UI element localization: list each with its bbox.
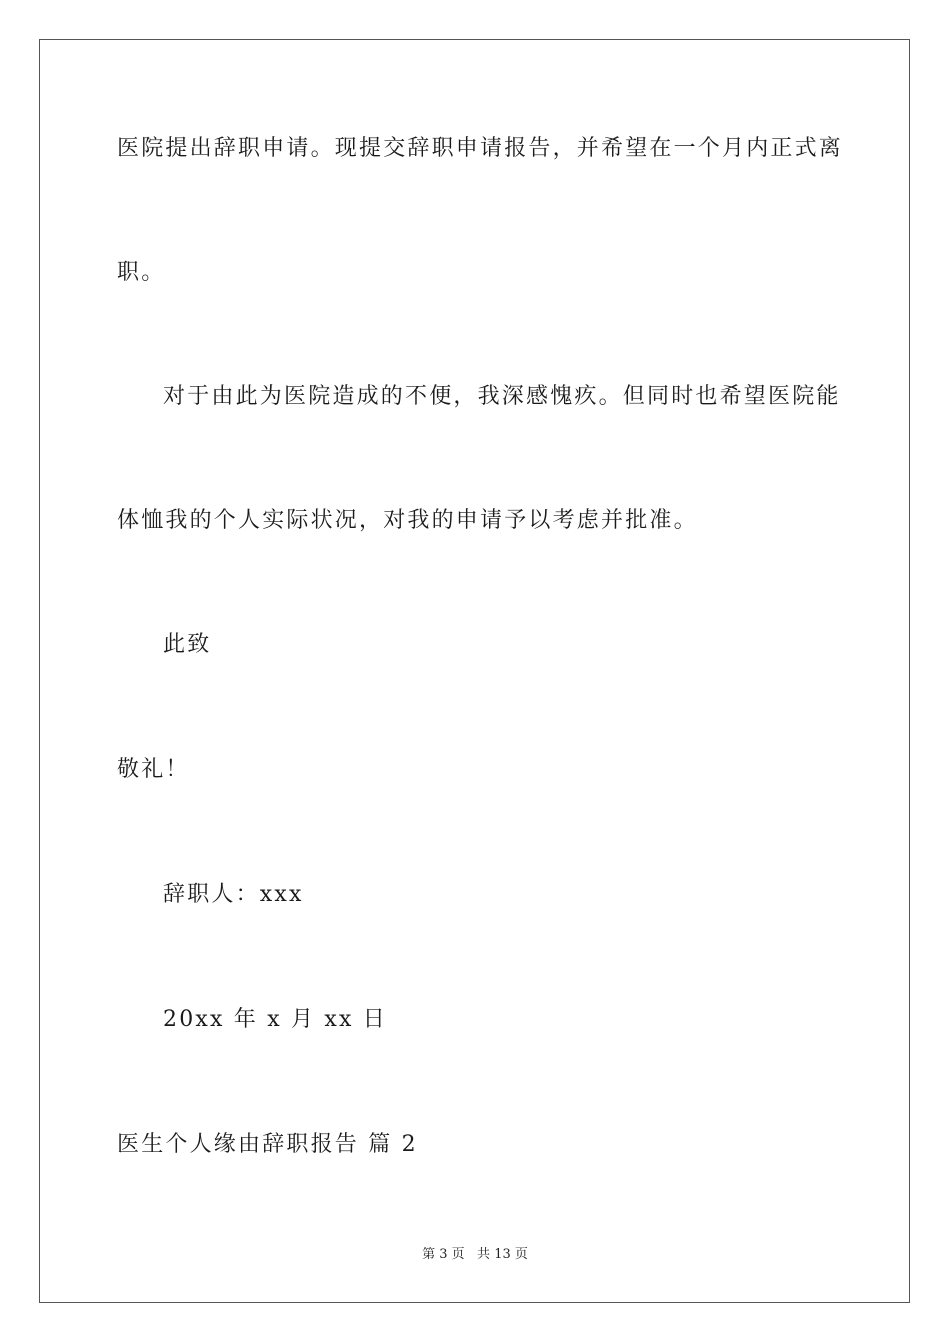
body-paragraph-line: 医院提出辞职申请。现提交辞职申请报告，并希望在一个月内正式离 <box>117 136 844 161</box>
body-paragraph-line: 体恤我的个人实际状况，对我的申请予以考虑并批准。 <box>117 508 698 533</box>
body-paragraph-line: 对于由此为医院造成的不便，我深感愧疚。但同时也希望医院能 <box>163 384 841 409</box>
signature-name: 辞职人：xxx <box>163 882 304 907</box>
body-paragraph-line: 职。 <box>117 260 166 285</box>
signature-date: 20xx 年 x 月 xx 日 <box>163 1007 387 1032</box>
closing-salutation: 此致 <box>163 632 212 657</box>
closing-regards: 敬礼！ <box>117 757 190 782</box>
section-heading: 医生个人缘由辞职报告 篇 2 <box>117 1132 418 1157</box>
page-frame <box>39 39 910 1303</box>
page-number-footer: 第 3 页 共 13 页 <box>422 1247 528 1262</box>
